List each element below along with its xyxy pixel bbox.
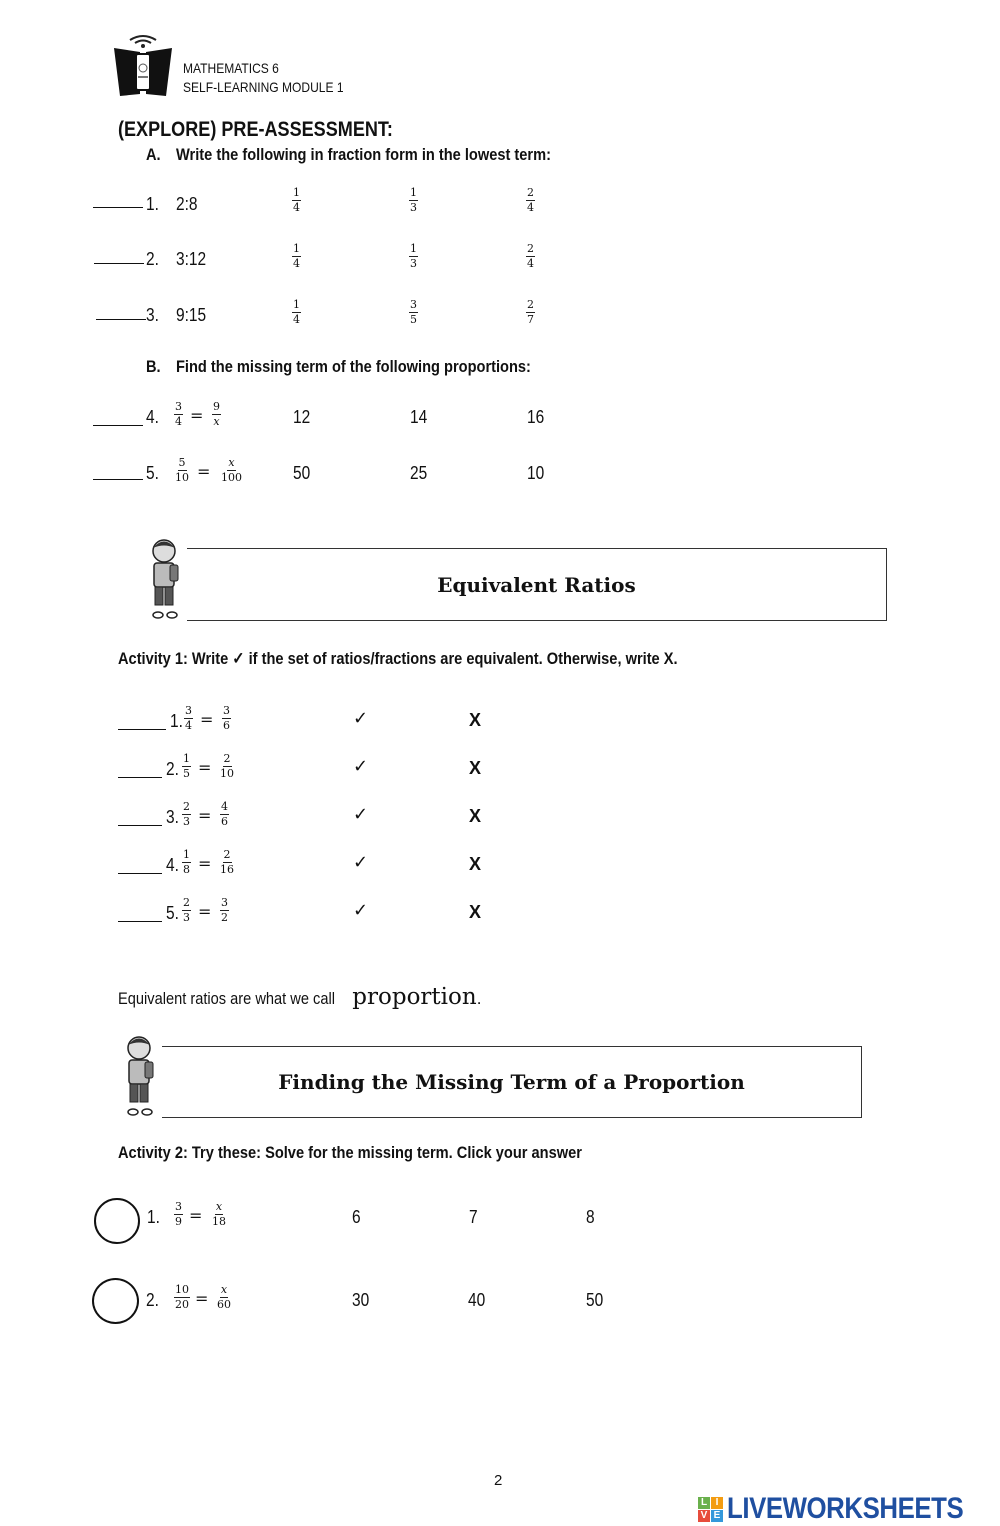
- part-a-label: A.: [146, 145, 161, 164]
- rhs-fraction: $\frac{3}{6}$: [223, 704, 230, 732]
- choice-fraction: $\frac{3}{5}$: [410, 298, 417, 326]
- student-boy-icon: [117, 1034, 161, 1118]
- choice-fraction: $\frac{1}{3}$: [410, 242, 417, 270]
- lhs-fraction: $\frac{1}{8}$: [183, 848, 190, 876]
- brand-name: LIVEWORKSHEETS: [727, 1492, 964, 1525]
- checkmark-option: ✓: [353, 852, 369, 873]
- activity-1-title: Activity 1: Write ✓ if the set of ratios/fractions are equivalent. Otherwise, write X.: [118, 649, 678, 668]
- item-number: 5.: [166, 903, 179, 923]
- item-number: 1.: [170, 711, 183, 731]
- item-number: 3.: [146, 305, 159, 325]
- header-subject: MATHEMATICS 6: [183, 60, 279, 76]
- answer-blank[interactable]: [118, 873, 162, 874]
- part-a-instruction: Write the following in fraction form in the lowest term:: [176, 145, 552, 164]
- pre-assessment-title: (EXPLORE) PRE-ASSESSMENT:: [118, 118, 393, 141]
- item-number: 5.: [146, 463, 159, 483]
- choice-fraction: $\frac{2}{4}$: [527, 186, 534, 214]
- proportion-note: [118, 984, 481, 1010]
- rhs-fraction: $\frac{9}{x}$: [213, 400, 220, 428]
- item-number: 2.: [166, 759, 179, 779]
- checkmark-option: ✓: [353, 900, 369, 921]
- ratio-text: 9:15: [176, 305, 207, 325]
- checkmark-option: ✓: [353, 804, 369, 825]
- lhs-fraction: $\frac{2}{3}$: [183, 800, 190, 828]
- choice-option: 25: [410, 463, 428, 483]
- module-book-logo-icon: [110, 32, 176, 100]
- answer-blank[interactable]: [94, 263, 144, 264]
- part-b-label: B.: [146, 357, 161, 376]
- activity-2-title: Activity 2: Try these: Solve for the missing term. Click your answer: [118, 1143, 582, 1162]
- choice-option: 16: [527, 407, 545, 427]
- lhs-fraction: $\frac{2}{3}$: [183, 896, 190, 924]
- rhs-fraction: $\frac{2}{16}$: [220, 848, 234, 876]
- answer-circle[interactable]: [94, 1198, 140, 1244]
- choice-fraction: $\frac{2}{4}$: [527, 242, 534, 270]
- checkmark-option: ✓: [353, 756, 369, 777]
- answer-blank[interactable]: [118, 825, 162, 826]
- part-b-instruction: Find the missing term of the following proportions:: [176, 357, 531, 376]
- item-number: 1.: [147, 1207, 160, 1227]
- choice-option: 12: [293, 407, 311, 427]
- equals-sign: =: [189, 1206, 203, 1225]
- x-option: X: [469, 854, 482, 874]
- answer-blank[interactable]: [118, 921, 162, 922]
- answer-blank[interactable]: [93, 479, 143, 480]
- rhs-fraction: $\frac{2}{10}$: [220, 752, 234, 780]
- rhs-fraction: $\frac{3}{2}$: [221, 896, 228, 924]
- item-number: 4.: [146, 407, 159, 427]
- checkmark-option: ✓: [353, 708, 369, 729]
- lhs-fraction: $\frac{1}{5}$: [183, 752, 190, 780]
- choice-fraction: $\frac{1}{4}$: [293, 298, 300, 326]
- item-number: 4.: [166, 855, 179, 875]
- choice-fraction: $\frac{1}{3}$: [410, 186, 417, 214]
- section-banner-equivalent-ratios: [187, 548, 887, 621]
- answer-choice[interactable]: 40: [468, 1290, 486, 1310]
- choice-fraction: $\frac{2}{7}$: [527, 298, 534, 326]
- choice-option: 50: [293, 463, 311, 483]
- choice-fraction: $\frac{1}{4}$: [293, 186, 300, 214]
- item-number: 2.: [146, 1290, 159, 1310]
- equals-sign: =: [198, 806, 212, 825]
- item-number: 3.: [166, 807, 179, 827]
- equals-sign: =: [198, 758, 212, 777]
- x-option: X: [469, 710, 482, 730]
- lhs-fraction: $\frac{5}{10}$: [175, 456, 189, 484]
- item-number: 1.: [146, 194, 159, 214]
- answer-blank[interactable]: [96, 319, 146, 320]
- logo-mark-icon: L I V E: [698, 1497, 723, 1522]
- x-option: X: [469, 806, 482, 826]
- item-number: 2.: [146, 249, 159, 269]
- rhs-fraction: $\frac{x}{18}$: [212, 1200, 226, 1228]
- choice-fraction: $\frac{1}{4}$: [293, 242, 300, 270]
- equals-sign: =: [198, 902, 212, 921]
- x-option: X: [469, 902, 482, 922]
- equals-sign: =: [195, 1289, 209, 1308]
- lhs-fraction: $\frac{3}{4}$: [175, 400, 182, 428]
- rhs-fraction: $\frac{x}{100}$: [221, 456, 242, 484]
- banner-title: Finding the Missing Term of a Proportion: [278, 1070, 745, 1094]
- note-text: Equivalent ratios are what we call: [118, 989, 335, 1008]
- student-boy-icon: [142, 537, 186, 621]
- note-term: proportion: [352, 984, 477, 1010]
- page-number: 2: [494, 1472, 503, 1489]
- answer-blank[interactable]: [93, 425, 143, 426]
- lhs-fraction: $\frac{10}{20}$: [175, 1283, 189, 1311]
- answer-choice[interactable]: 7: [469, 1207, 478, 1227]
- rhs-fraction: $\frac{x}{60}$: [217, 1283, 231, 1311]
- equals-sign: =: [197, 462, 211, 481]
- answer-choice[interactable]: 8: [586, 1207, 595, 1227]
- ratio-text: 2:8: [176, 194, 198, 214]
- equals-sign: =: [198, 854, 212, 873]
- section-banner-missing-term: [162, 1046, 862, 1118]
- answer-blank[interactable]: [118, 777, 162, 778]
- choice-option: 14: [410, 407, 428, 427]
- rhs-fraction: $\frac{4}{6}$: [221, 800, 228, 828]
- answer-choice[interactable]: 30: [352, 1290, 370, 1310]
- header-module: SELF-LEARNING MODULE 1: [183, 79, 344, 95]
- lhs-fraction: $\frac{3}{9}$: [175, 1200, 182, 1228]
- liveworksheets-logo: [698, 1492, 1000, 1526]
- answer-choice[interactable]: 50: [586, 1290, 604, 1310]
- x-option: X: [469, 758, 482, 778]
- equals-sign: =: [200, 710, 214, 729]
- answer-blank[interactable]: [118, 729, 166, 730]
- answer-circle[interactable]: [92, 1278, 139, 1324]
- equals-sign: =: [190, 406, 204, 425]
- banner-title: Equivalent Ratios: [437, 572, 636, 597]
- answer-choice[interactable]: 6: [352, 1207, 361, 1227]
- answer-blank[interactable]: [93, 207, 143, 208]
- ratio-text: 3:12: [176, 249, 207, 269]
- choice-option: 10: [527, 463, 545, 483]
- note-end: .: [476, 989, 482, 1008]
- lhs-fraction: $\frac{3}{4}$: [185, 704, 192, 732]
